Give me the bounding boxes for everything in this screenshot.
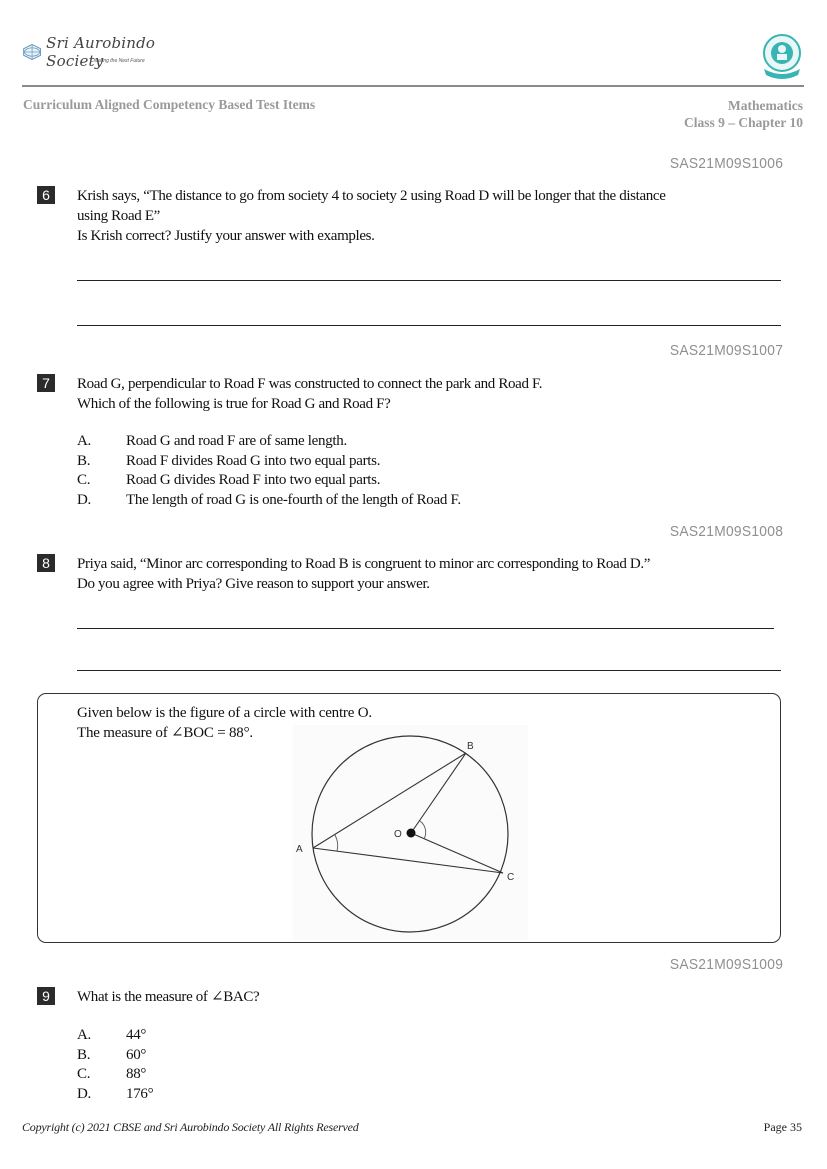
question-9-text: [77, 987, 787, 1007]
svg-text:O: O: [394, 829, 402, 840]
option-text: 88°: [126, 1066, 147, 1082]
option-label: A.: [77, 433, 91, 449]
item-code: SAS21M09S1008: [669, 523, 783, 540]
item-code: SAS21M09S1009: [669, 956, 783, 973]
logo-brand-text: Sri Aurobindo Society: [46, 34, 156, 70]
option-text: 44°: [126, 1027, 147, 1043]
option-text: Road G divides Road F into two equal parts.: [126, 472, 381, 488]
option-a[interactable]: [77, 1026, 146, 1046]
option-label: B.: [77, 453, 91, 469]
question-line: Priya said, “Minor arc corresponding to Road B is congruent to minor arc corresponding to Road D.”: [77, 556, 651, 572]
question-line: What is the measure of ∠BAC?: [77, 989, 260, 1005]
option-label: A.: [77, 1027, 91, 1043]
option-d[interactable]: [77, 1085, 153, 1105]
circle-diagram-icon: [293, 725, 528, 940]
option-label: D.: [77, 492, 91, 508]
question-6-text: [77, 186, 787, 246]
cbse-emblem-logo: [760, 33, 804, 81]
globe-logo-icon: [22, 42, 42, 62]
logo-tagline: Creating the Next Future: [90, 58, 145, 64]
question-line: Which of the following is true for Road G and Road F?: [77, 396, 391, 412]
option-text: 60°: [126, 1047, 147, 1063]
option-c[interactable]: [77, 471, 380, 491]
context-line: Given below is the figure of a circle with centre O.: [77, 705, 372, 721]
context-line: The measure of ∠BOC = 88°.: [77, 725, 253, 741]
question-7-text: [77, 374, 787, 414]
answer-line[interactable]: [77, 628, 774, 629]
question-number-badge: 6: [37, 186, 55, 204]
answer-line[interactable]: [77, 280, 781, 281]
header-divider: [22, 85, 804, 87]
option-b[interactable]: [77, 1046, 146, 1066]
option-d[interactable]: [77, 491, 461, 511]
answer-line[interactable]: [77, 670, 781, 671]
option-c[interactable]: [77, 1065, 146, 1085]
answer-line[interactable]: [77, 325, 781, 326]
question-line: Krish says, “The distance to go from society 4 to society 2 using Road D will be longer that the distance: [77, 188, 666, 204]
svg-text:C: C: [507, 872, 515, 883]
option-a[interactable]: [77, 432, 347, 452]
option-text: Road G and road F are of same length.: [126, 433, 347, 449]
item-code: SAS21M09S1006: [669, 155, 783, 172]
question-line: Is Krish correct? Justify your answer with examples.: [77, 228, 375, 244]
sri-aurobindo-society-logo: [22, 34, 190, 70]
question-number-badge: 9: [37, 987, 55, 1005]
question-line: Do you agree with Priya? Give reason to support your answer.: [77, 576, 430, 592]
copyright-text: Copyright (c) 2021 CBSE and Sri Aurobindo Society All Rights Reserved: [22, 1120, 359, 1134]
option-text: Road F divides Road G into two equal parts.: [126, 453, 381, 469]
option-b[interactable]: [77, 452, 380, 472]
question-number-badge: 7: [37, 374, 55, 392]
question-8-text: [77, 554, 787, 594]
option-label: D.: [77, 1086, 91, 1102]
item-code: SAS21M09S1007: [669, 342, 783, 359]
question-line: Road G, perpendicular to Road F was constructed to connect the park and Road F.: [77, 376, 543, 392]
subject-info: [684, 97, 803, 131]
option-text: 176°: [126, 1086, 154, 1102]
svg-text:B: B: [467, 741, 474, 752]
option-label: C.: [77, 1066, 91, 1082]
cbse-emblem-icon: [760, 33, 804, 81]
svg-text:A: A: [296, 844, 303, 855]
subject-label: Mathematics: [728, 98, 803, 113]
option-label: B.: [77, 1047, 91, 1063]
option-label: C.: [77, 472, 91, 488]
question-number-badge: 8: [37, 554, 55, 572]
document-series-title: Curriculum Aligned Competency Based Test Items: [23, 97, 316, 112]
option-text: The length of road G is one-fourth of the length of Road F.: [126, 492, 461, 508]
question-line: using Road E”: [77, 208, 160, 224]
circle-figure: [293, 725, 528, 940]
page-number: Page 35: [763, 1120, 802, 1134]
class-chapter-label: Class 9 – Chapter 10: [683, 115, 803, 130]
